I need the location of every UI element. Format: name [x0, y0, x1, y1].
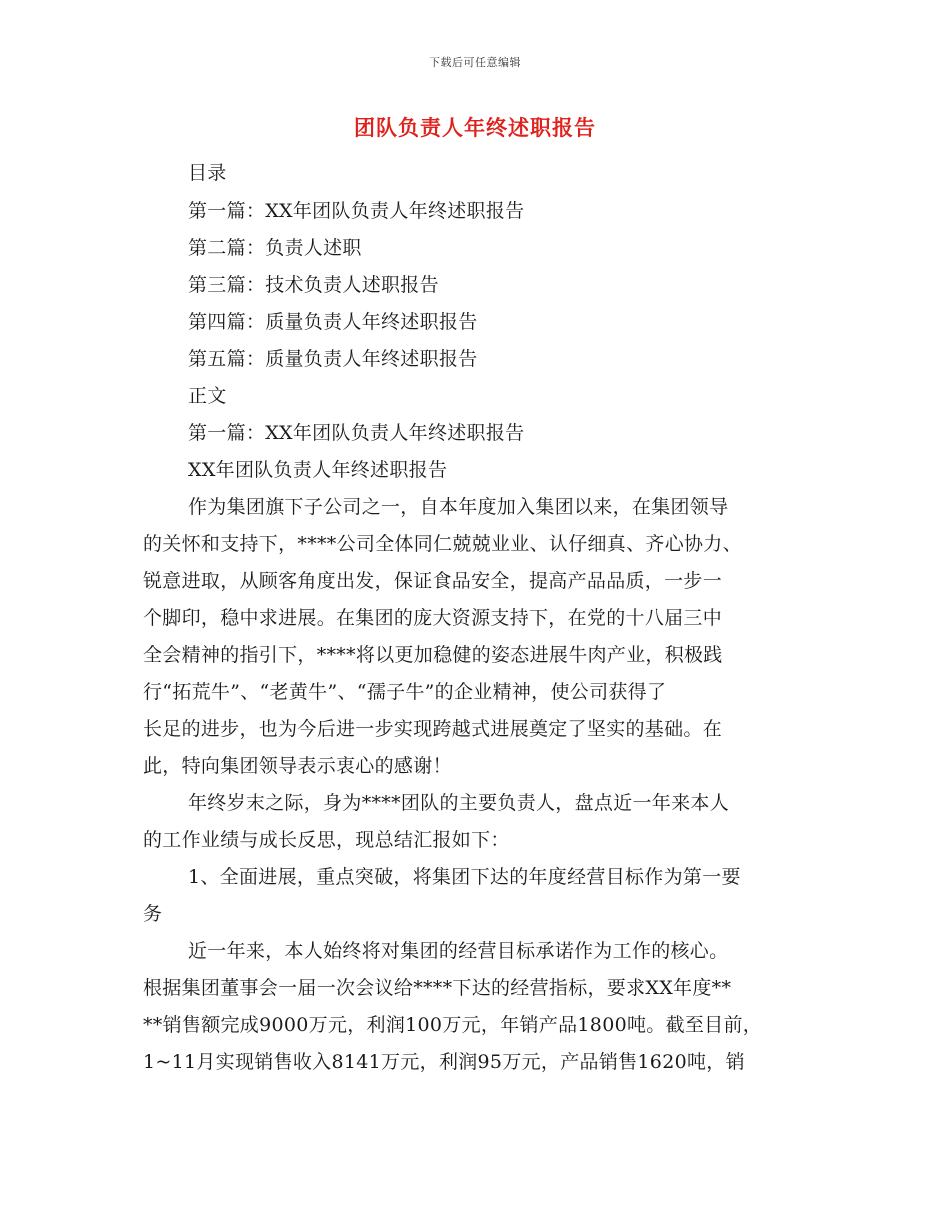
paragraph-line: 的关怀和支持下，****公司全体同仁兢兢业业、认仔细真、齐心协力、	[143, 533, 742, 555]
point-heading: 务	[143, 903, 163, 925]
body-heading: 正文	[188, 385, 227, 407]
header-note: 下载后可任意编辑	[429, 56, 521, 69]
paragraph-line: 1~11月实现销售收入8141万元，利润95万元，产品销售1620吨，销	[143, 1051, 745, 1073]
toc-item: 第四篇：质量负责人年终述职报告	[188, 311, 478, 333]
toc-item: 第二篇：负责人述职	[188, 237, 362, 259]
paragraph-line: 作为集团旗下子公司之一，自本年度加入集团以来，在集团领导	[188, 496, 729, 518]
point-heading: 1、全面进展，重点突破，将集团下达的年度经营目标作为第一要	[188, 866, 741, 888]
toc-item: 第一篇：XX年团队负责人年终述职报告	[188, 200, 525, 222]
document-title: 团队负责人年终述职报告	[354, 115, 596, 140]
toc-item: 第五篇：质量负责人年终述职报告	[188, 348, 478, 370]
paragraph-line: 的工作业绩与成长反思，现总结汇报如下：	[143, 829, 510, 851]
paragraph-line: 根据集团董事会一届一次会议给****下达的经营指标，要求XX年度**	[143, 977, 732, 999]
paragraph-line: 此，特向集团领导表示衷心的感谢！	[143, 755, 452, 777]
paragraph-line: 行“拓荒牛”、“老黄牛”、“孺子牛”的企业精神，使公司获得了	[143, 681, 667, 703]
paragraph-line: 长足的进步，也为今后进一步实现跨越式进展奠定了坚实的基础。在	[143, 718, 723, 740]
paragraph-line: 全会精神的指引下，****将以更加稳健的姿态进展牛肉产业，积极践	[143, 644, 723, 666]
report-title: XX年团队负责人年终述职报告	[188, 459, 448, 481]
paragraph-line: 近一年来，本人始终将对集团的经营目标承诺作为工作的核心。	[188, 940, 729, 962]
toc-item: 第三篇：技术负责人述职报告	[188, 274, 439, 296]
paragraph-line: **销售额完成9000万元，利润100万元，年销产品1800吨。截至目前，	[143, 1014, 763, 1036]
section-title: 第一篇：XX年团队负责人年终述职报告	[188, 422, 525, 444]
toc-heading: 目录	[188, 162, 227, 184]
paragraph-line: 个脚印，稳中求进展。在集团的庞大资源支持下，在党的十八届三中	[143, 607, 723, 629]
paragraph-line: 锐意进取，从顾客角度出发，保证食品安全，提高产品品质，一步一	[143, 570, 723, 592]
paragraph-line: 年终岁末之际，身为****团队的主要负责人，盘点近一年来本人	[188, 792, 730, 814]
